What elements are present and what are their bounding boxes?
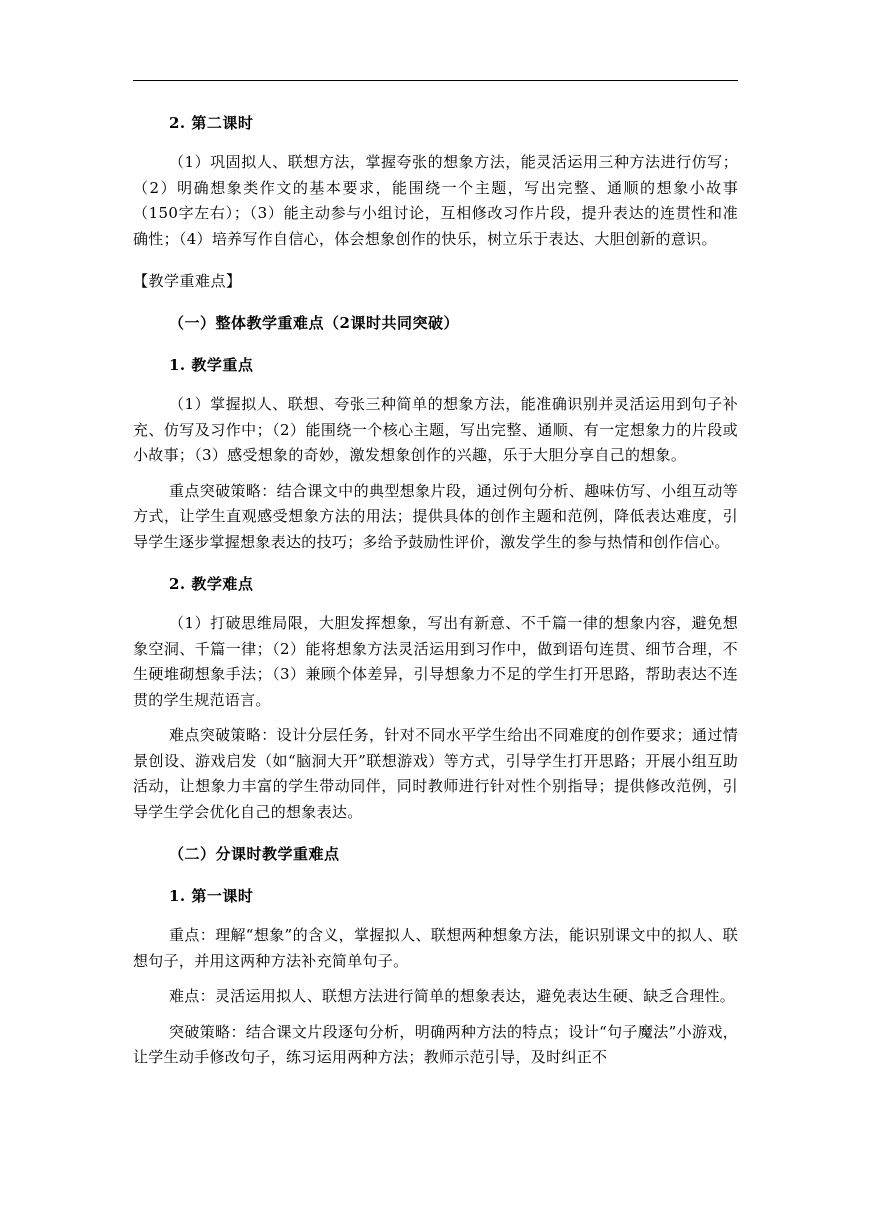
lesson1-difficulty-paragraph: 难点：灵活运用拟人、联想方法进行简单的想象表达，避免表达生硬、缺乏合理性。 bbox=[169, 987, 736, 1005]
header-rule bbox=[133, 80, 738, 81]
focus-heading: 1. 教学重点 bbox=[169, 356, 254, 374]
focus-paragraph: （1）掌握拟人、联想、夸张三种简单的想象方法，能准确识别并灵活运用到句子补充、仿写及习作中；（2）能围绕一个核心主题，写出完整、通顺、有一定想象力的片段或小故事；（3）感受想象的奇妙，激发想象创作的兴趣，乐于大胆分享自己的想象。 bbox=[133, 395, 738, 464]
difficulty-paragraph: （1）打破思维局限，大胆发挥想象，写出有新意、不千篇一律的想象内容，避免想象空洞、千篇一律；（2）能将想象方法灵活运用到习作中，做到语句连贯、细节合理，不生硬堆砌想象手法；（3）兼顾个体差异，引导想象力不足的学生打开思路，帮助表达不连贯的学生规范语言。 bbox=[133, 614, 738, 709]
focus-strategy-paragraph: 重点突破策略：结合课文中的典型想象片段，通过例句分析、趣味仿写、小组互动等方式，让学生直观感受想象方法的用法；提供具体的创作主题和范例，降低表达难度，引导学生逐步掌握想象表达的技巧；多给予鼓励性评价，激发学生的参与热情和创作信心。 bbox=[133, 481, 738, 551]
difficulty-strategy-paragraph: 难点突破策略：设计分层任务，针对不同水平学生给出不同难度的创作要求；通过情景创设、游戏启发（如“脑洞大开”联想游戏）等方式，引导学生打开思路；开展小组互助活动，让想象力丰富的学生带动同伴，同时教师进行针对性个别指导；提供修改范例，引导学生学会优化自己的想象表达。 bbox=[133, 726, 738, 821]
document-body bbox=[133, 110, 738, 1071]
lesson1-strategy-paragraph: 突破策略：结合课文片段逐句分析，明确两种方法的特点；设计“句子魔法”小游戏，让学生动手修改句子，练习运用两种方法；教师示范引导，及时纠正不 bbox=[133, 1022, 738, 1066]
difficulty-heading: 2. 教学难点 bbox=[169, 575, 254, 593]
lesson1-focus-paragraph: 重点：理解“想象”的含义，掌握拟人、联想两种想象方法，能识别课文中的拟人、联想句子，并用这两种方法补充简单句子。 bbox=[133, 926, 738, 970]
key-points-title: 【教学重难点】 bbox=[133, 272, 242, 290]
lesson1-heading: 1. 第一课时 bbox=[169, 887, 254, 905]
per-lesson-heading: （二）分课时教学重难点 bbox=[169, 845, 340, 863]
lesson2-paragraph: （1）巩固拟人、联想方法，掌握夸张的想象方法，能灵活运用三种方法进行仿写；（2）明确想象类作文的基本要求，能围绕一个主题，写出完整、通顺的想象小故事（150字左右）；（3）能主动参与小组讨论，互相修改习作片段，提升表达的连贯性和准确性；（4）培养写作自信心，体会想象创作的快乐，树立乐于表达、大胆创新的意识。 bbox=[133, 153, 738, 248]
lesson2-heading: 2. 第二课时 bbox=[169, 114, 254, 132]
overall-heading: （一）整体教学重难点（2课时共同突破） bbox=[169, 314, 459, 332]
